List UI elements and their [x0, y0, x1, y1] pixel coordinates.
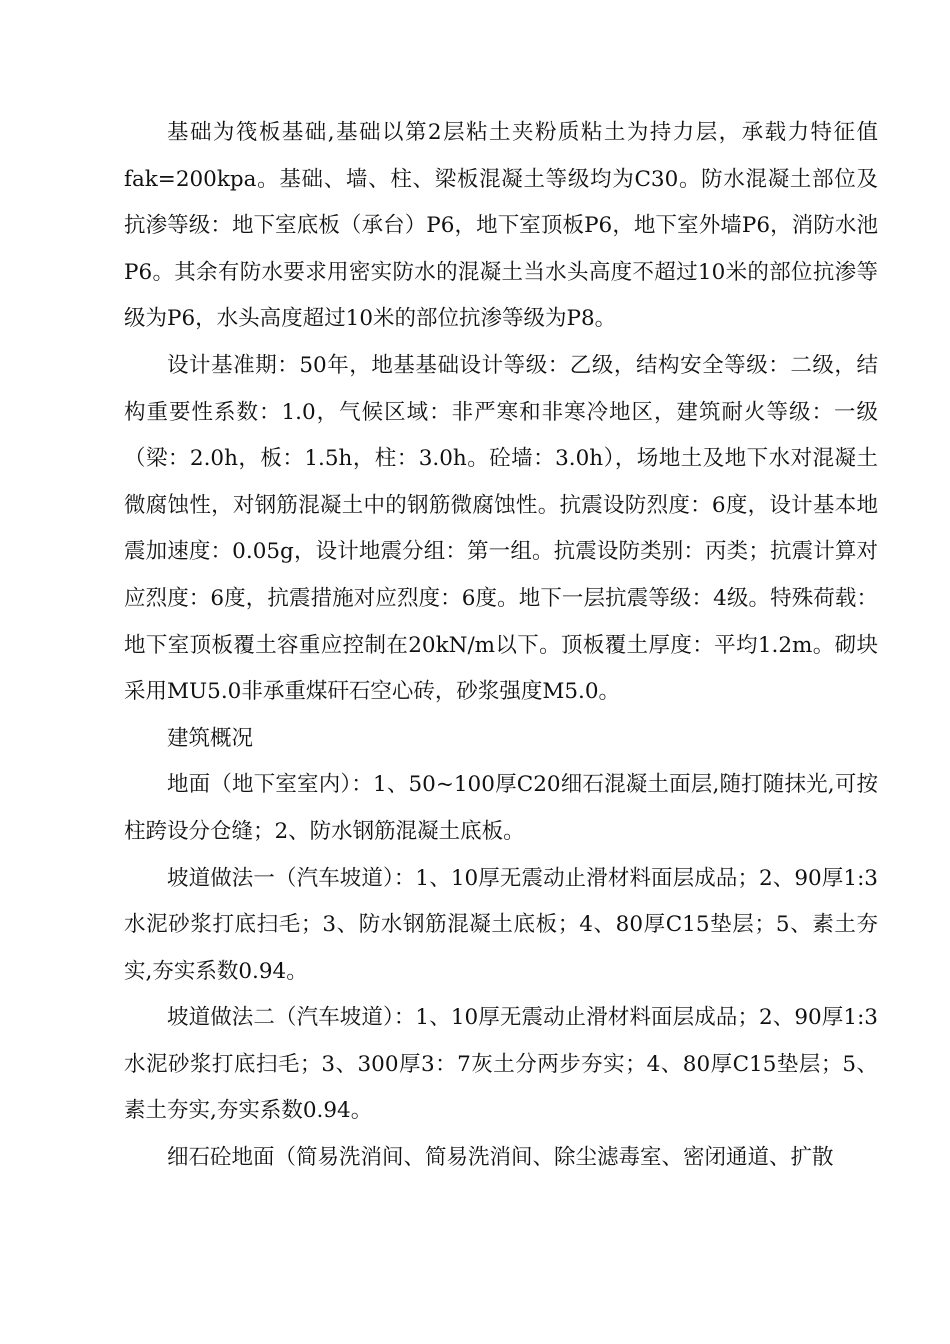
document-body [124, 110, 878, 1182]
paragraph-basement-floor: 地面（地下室室内）：1、50~100厚C20细石混凝土面层,随打随抹光,可按柱跨设分仓缝；2、防水钢筋混凝土底板。 [124, 772, 878, 844]
paragraph-ramp-method-two: 坡道做法二（汽车坡道）：1、10厚无震动止滑材料面层成品；2、90厚1:3水泥砂浆打底扫毛；3、300厚3：7灰土分两步夯实；4、80厚C15垫层；5、素土夯实,夯实系数0.94。 [124, 1005, 878, 1124]
paragraph-ramp-method-one: 坡道做法一（汽车坡道）：1、10厚无震动止滑材料面层成品；2、90厚1:3水泥砂浆打底扫毛；3、防水钢筋混凝土底板；4、80厚C15垫层；5、素土夯实,夯实系数0.94。 [124, 865, 878, 984]
section-heading-building-overview: 建筑概况 [167, 725, 254, 751]
paragraph-fine-stone-floor: 细石砼地面（简易洗消间、简易洗消间、除尘滤毒室、密闭通道、扩散 [167, 1145, 834, 1171]
paragraph-design-parameters: 设计基准期：50年，地基基础设计等级：乙级，结构安全等级：二级，结构重要性系数：1.0，气候区域：非严寒和非寒冷地区，建筑耐火等级：一级（梁：2.0h，板：1.5h，柱：3.0h。砼墙：3.0h），场地土及地下水对混凝土微腐蚀性，对钢筋混凝土中的钢筋微腐蚀性。抗震设防烈度：6度，设计基本地震加速度：0.05g，设计地震分组：第一组。抗震设防类别：丙类；抗震计算对应烈度：6度，抗震措施对应烈度：6度。地下一层抗震等级：4级。特殊荷载：地下室顶板覆土容重应控制在20kN/m以下。顶板覆土厚度：平均1.2m。砌块采用MU5.0非承重煤矸石空心砖，砂浆强度M5.0。 [124, 352, 878, 705]
paragraph-foundation: 基础为筏板基础,基础以第2层粘土夹粉质粘土为持力层，承载力特征值fak=200kpa。基础、墙、柱、梁板混凝土等级均为C30。防水混凝土部位及抗渗等级：地下室底板（承台）P6，地下室顶板P6，地下室外墙P6，消防水池P6。其余有防水要求用密实防水的混凝土当水头高度不超过10米的部位抗渗等级为P6，水头高度超过10米的部位抗渗等级为P8。 [124, 120, 878, 332]
